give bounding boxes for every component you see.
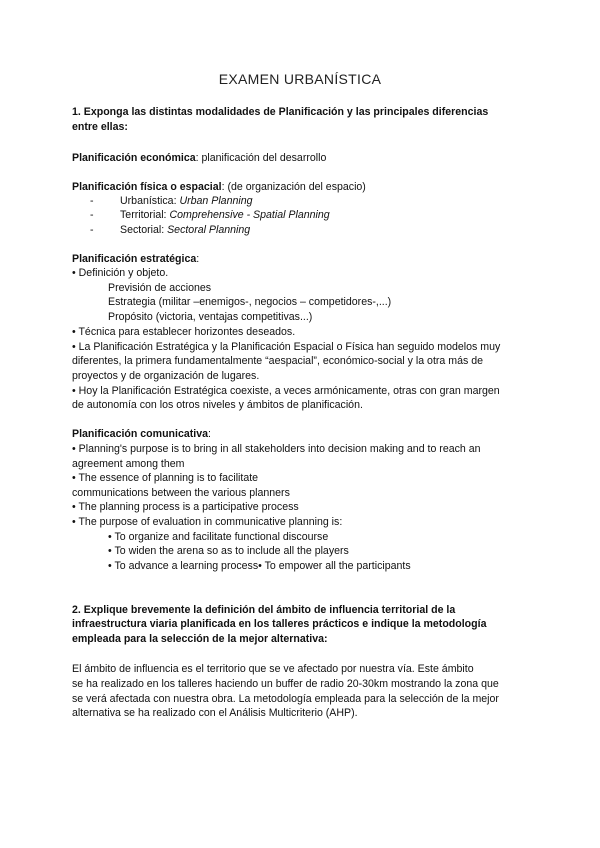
estrategica-line: • Hoy la Planificación Estratégica coexiste, a veces armónicamente, otras con gran margen [72,385,500,397]
estrategica-line: Propósito (victoria, ventajas competitivas...) [108,311,313,323]
q2-answer-line: se ha realizado en los talleres haciendo un buffer de radio 20-30km mostrando la zona que [72,678,499,690]
comunicativa-line: communications between the various planners [72,487,290,499]
comunicativa-line: • To organize and facilitate functional discourse [108,531,329,543]
q2-answer-line: alternativa se ha realizado con el Análisis Multicriterio (AHP). [72,707,358,719]
q2-answer-line: se verá afectada con nuestra obra. La metodología empleada para la selección de la mejor [72,693,499,705]
estrategica-line: • Definición y objeto. [72,267,169,279]
planificacion-economica: Planificación económica: planificación del desarrollo [72,152,327,164]
estrategica-line: proyectos y de organización de lugares. [72,370,260,382]
q2-heading-line-3: empleada para la selección de la mejor alternativa: [72,633,328,645]
comunicativa-line: • The essence of planning is to facilitate [72,472,259,484]
fisica-item-urbanistica: - Urbanística: Urban Planning [90,195,253,207]
comunicativa-line: • To advance a learning process• To empower all the participants [108,560,411,572]
q2-heading-line-2: infraestructura viaria planificada en los talleres prácticos e indique la metodología [72,618,487,630]
estrategica-line: Estrategia (militar –enemigos-, negocios – competidores-,...) [108,296,392,308]
planificacion-comunicativa: Planificación comunicativa: [72,428,211,440]
estrategica-line: Previsión de acciones [108,282,212,294]
estrategica-line: • Técnica para establecer horizontes deseados. [72,326,296,338]
planificacion-estrategica: Planificación estratégica: [72,253,200,265]
q1-heading-line-2: entre ellas: [72,121,128,133]
comunicativa-line: • The planning process is a participative process [72,501,299,513]
fisica-item-territorial: - Territorial: Comprehensive - Spatial Planning [90,209,330,221]
document-title: EXAMEN URBANÍSTICA [218,71,382,87]
q2-heading-line-1: 2. Explique brevemente la definición del ámbito de influencia territorial de la [72,604,456,616]
comunicativa-line: • Planning's purpose is to bring in all stakeholders into decision making and to reach an [72,443,481,455]
estrategica-line: diferentes, la primera fundamentalmente “aespacial”, económico-social y la otra más de [72,355,483,367]
comunicativa-line: • The purpose of evaluation in communicative planning is: [72,516,343,528]
comunicativa-line: • To widen the arena so as to include all the players [108,545,349,557]
estrategica-line: de autonomía con los otros niveles y ámbitos de planificación. [72,399,363,411]
q1-heading-line-1: 1. Exponga las distintas modalidades de Planificación y las principales diferencias [72,106,489,118]
q2-answer-line: El ámbito de influencia es el territorio que se ve afectado por nuestra vía. Este ámbito [72,663,474,675]
comunicativa-line: agreement among them [72,458,185,470]
fisica-item-sectorial: - Sectorial: Sectoral Planning [90,224,251,236]
estrategica-line: • La Planificación Estratégica y la Planificación Espacial o Física han seguido modelos muy [72,341,501,353]
planificacion-fisica: Planificación física o espacial: (de organización del espacio) [72,181,366,193]
